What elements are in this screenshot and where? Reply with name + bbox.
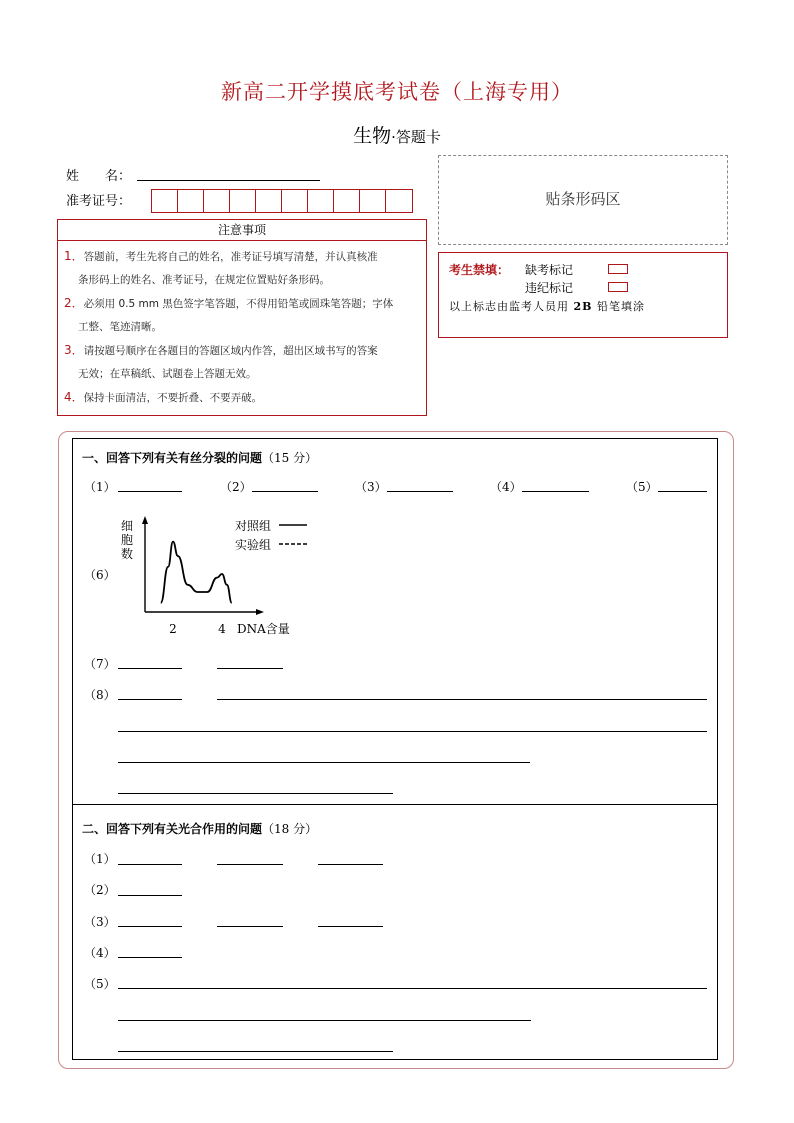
section1-heading: 一、回答下列有关有丝分裂的问题（15 分） (82, 451, 318, 465)
notice-item: 1．答题前，考生先将自己的姓名，准考证号填写清楚，并认真核准 (64, 249, 378, 263)
ban-label: 考生禁填： (449, 263, 510, 277)
q1-3-answer-line[interactable] (387, 491, 453, 492)
notice-item: 2．必须用 0.5 mm 黑色签字笔答题，不得用铅笔或圆珠笔答题；字体 (64, 296, 394, 310)
q2-2-label: （2） (84, 883, 116, 897)
subject-suffix: ·答题卡 (391, 128, 441, 146)
subject-label: 生物 (353, 125, 392, 147)
q2-3-answer-line-3[interactable] (318, 926, 383, 927)
q2-1-answer-line-1[interactable] (118, 864, 182, 865)
control-series-line (161, 542, 232, 603)
q1-8-answer-line-3[interactable] (118, 731, 707, 732)
q2-4-answer-line[interactable] (118, 957, 182, 958)
legend-experiment-label: 实验组 (235, 538, 272, 552)
notice-heading: 注意事项 (57, 219, 427, 241)
notice-item: 3．请按题号顺序在各题目的答题区域内作答，超出区域书写的答案 (64, 343, 378, 357)
q1-5-answer-line[interactable] (658, 491, 707, 492)
q1-8-label: （8） (84, 688, 116, 702)
q1-2-answer-line[interactable] (252, 491, 318, 492)
notice-box: 1．答题前，考生先将自己的姓名，准考证号填写清楚，并认真核准 条形码上的姓名、准考证号，在规定位置贴好条形码。 2．必须用 0.5 mm 黑色签字笔答题，不得用铅笔或圆珠笔答题；字体 工整、笔迹清晰。 3．请按题号顺序在各题目的答题区域内作答，超出区域书写的答案 无效；在草稿纸、试题卷上答题无效。 4．保持卡面清洁，不要折叠、不要弄破。 (57, 241, 427, 416)
id-number-boxes[interactable] (151, 189, 413, 213)
dna-content-chart (115, 512, 315, 642)
q1-5-label: （5） (626, 480, 658, 494)
q2-3-answer-line-1[interactable] (118, 926, 182, 927)
id-label: 准考证号： (66, 194, 132, 209)
q1-1-label: （1） (84, 480, 116, 494)
y-axis-label-2: 胞 (121, 533, 134, 547)
q2-1-label: （1） (84, 852, 116, 866)
q1-2-label: （2） (220, 480, 252, 494)
name-label: 姓 名： (66, 169, 132, 184)
answer-sheet-subtitle (0, 121, 794, 148)
ban-note: 以上标志由监考人员用 2B 铅笔填涂 (449, 300, 645, 313)
q2-5-answer-line-3[interactable] (118, 1051, 393, 1052)
x-axis-label: DNA含量 (237, 622, 290, 636)
q1-8-answer-line-2[interactable] (217, 699, 707, 700)
q2-3-label: （3） (84, 915, 116, 929)
notice-item: 4．保持卡面清洁，不要折叠、不要弄破。 (64, 390, 263, 404)
q2-1-answer-line-3[interactable] (318, 864, 383, 865)
q1-8-answer-line-1[interactable] (118, 699, 182, 700)
q2-4-label: （4） (84, 946, 116, 960)
violation-mark-box[interactable] (608, 282, 628, 292)
q1-7-answer-line-1[interactable] (118, 668, 182, 669)
q1-8-answer-line-4[interactable] (118, 762, 530, 763)
q1-6-label: （6） (84, 568, 116, 582)
q1-3-label: （3） (355, 480, 387, 494)
absent-mark-box[interactable] (608, 264, 628, 274)
exam-title: 新高二开学摸底考试卷（上海专用） (221, 80, 573, 104)
absent-mark-label: 缺考标记 (525, 263, 574, 277)
q1-8-answer-line-5[interactable] (118, 793, 393, 794)
section2-heading: 二、回答下列有关光合作用的问题（18 分） (82, 822, 318, 836)
y-axis-label-3: 数 (121, 547, 134, 561)
q2-5-answer-line-1[interactable] (118, 988, 707, 989)
y-axis-arrow (142, 516, 148, 524)
name-field[interactable] (137, 166, 320, 181)
violation-mark-label: 违纪标记 (525, 281, 574, 295)
q1-1-answer-line[interactable] (118, 491, 182, 492)
x-axis-arrow (256, 609, 264, 615)
q2-1-answer-line-2[interactable] (217, 864, 283, 865)
x-tick-4: 4 (218, 622, 226, 636)
q2-2-answer-line[interactable] (118, 895, 182, 896)
legend-control-label: 对照组 (235, 519, 272, 533)
x-tick-2: 2 (169, 622, 177, 636)
q2-3-answer-line-2[interactable] (217, 926, 283, 927)
examinee-prohibited-box (438, 252, 728, 338)
y-axis-label-1: 细 (121, 519, 134, 533)
section-divider (72, 804, 718, 805)
q1-4-label: （4） (490, 480, 522, 494)
q2-5-label: （5） (84, 977, 116, 991)
q1-7-label: （7） (84, 657, 116, 671)
q1-7-answer-line-2[interactable] (217, 668, 283, 669)
barcode-area: 贴条形码区 (438, 155, 728, 245)
q2-5-answer-line-2[interactable] (118, 1020, 531, 1021)
q1-4-answer-line[interactable] (522, 491, 589, 492)
